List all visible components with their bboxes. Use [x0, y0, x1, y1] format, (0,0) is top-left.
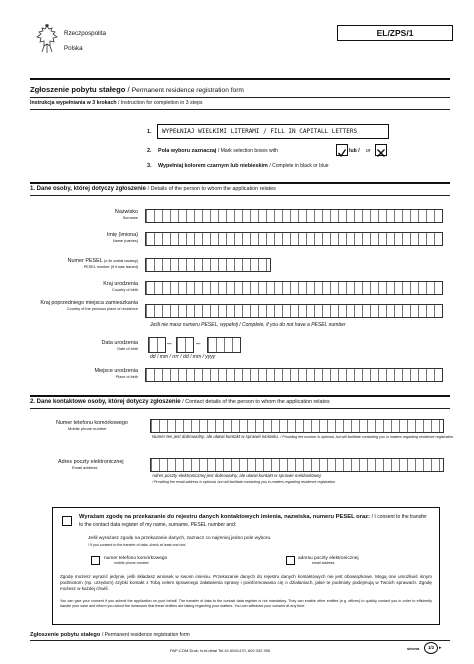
page-label: strona [407, 646, 420, 651]
page-number: 1/2 [427, 645, 435, 650]
dob-year-field[interactable] [207, 337, 241, 353]
cross-example-icon [375, 144, 387, 156]
section1-title-pl: 1. Dane osoby, której dotyczy zgłoszenie [30, 186, 146, 192]
instructions-heading-en: / Instruction for completion in 3 steps [117, 100, 203, 106]
dob-label-en: Date of birth [117, 347, 138, 352]
email-field[interactable] [150, 458, 444, 472]
section2-rule [30, 395, 450, 397]
consent-phone-label [104, 556, 167, 565]
dob-format-hint: dd / mm / rrrr / dd / mm / yyyy [150, 354, 216, 360]
step3-text [158, 163, 329, 169]
email-label-pl: Adres poczty elektronicznej [58, 459, 124, 465]
consent-checkbox[interactable] [62, 516, 72, 526]
country-name-line1: Rzeczpospolita [64, 30, 106, 37]
previous-country-label-en: Country of the previous place of residence [66, 307, 138, 312]
step2-number: 2. [147, 148, 152, 154]
surname-label-en: Surname [122, 216, 138, 221]
instructions-rule [30, 109, 450, 110]
consent-phone-label-en: mobile phone number [114, 561, 149, 565]
step3-pl: Wypełniaj kolorem czarnym lub niebieskim [158, 163, 268, 169]
section2-title-rule [30, 408, 450, 409]
footer-title [30, 632, 190, 638]
dob-dash-2: – [196, 339, 201, 348]
consent-email-checkbox[interactable] [286, 556, 295, 565]
consent-subtitle-pl: Jeśli wyrażasz zgodę na przekazanie danych, zaznacz co najmniej jedno pole wyboru. [88, 536, 272, 541]
pesel-label-pl: Numer PESEL [67, 258, 103, 264]
section2-title [30, 399, 330, 405]
footer-title-en: / Permanent residence registration form [101, 632, 190, 638]
phone-note-pl: Numer ten jest dobrowolny, ale ułatwi kontakt w sprawie wniosku. [152, 434, 280, 439]
birthplace-label-pl: Miejsce urodzenia [94, 368, 138, 374]
page-title [30, 85, 244, 94]
email-note [152, 473, 322, 478]
dob-label-pl: Data urodzenia [101, 340, 138, 346]
dob-month-field[interactable] [176, 337, 194, 353]
birthplace-label [18, 368, 138, 380]
names-field[interactable] [145, 232, 443, 246]
pesel-note: Jeśli nie masz numeru PESEL, wypełnij / Complete, if you do not have a PESEL number [150, 322, 346, 328]
page-number-arrow: ▸ [439, 645, 442, 651]
consent-subtitle-en: / If you consent to the transfer of data, check at least one box. [88, 543, 187, 547]
consent-body-pl: Zgodę możesz wyrazić jedynie, jeśli składasz wniosek w swoim imieniu. Przekazanie danych do rejestru danych kontaktowych nie jest obowiązkowe. Mogą one umożliwić innym podmiotom (np. urzędom) szybki kontakt z Tobą celem sprawnego załatwienia sprawy i poinformowania cię o działaniach, jakie te podmioty podejmują w Twoich sprawach. Zgodę możesz w każdej chwili. [60, 574, 432, 591]
step2-text [158, 148, 278, 154]
step2-pl: Pola wyboru zaznaczaj [158, 148, 217, 154]
pesel-label-pl2: (o ile został nadany) [104, 259, 138, 263]
pesel-field[interactable] [145, 258, 271, 272]
email-label-en: Email address [72, 465, 98, 470]
section1-rule [30, 182, 450, 184]
page-title-sep: / [127, 85, 130, 94]
phone-field[interactable] [150, 419, 444, 433]
phone-label [56, 420, 128, 431]
footer-title-pl: Zgłoszenie pobytu stałego [30, 632, 101, 638]
form-code-box [337, 25, 453, 41]
step1-number: 1. [147, 129, 152, 135]
footer-rule [30, 640, 450, 641]
consent-title-pl: Wyrażam zgodę na przekazanie do rejestru danych kontaktowych imienia, nazwiska, numeru PESEL oraz: [79, 514, 371, 520]
instructions-heading [30, 100, 202, 106]
step3-en: / Complete in black or blue [269, 163, 329, 169]
pesel-label-en: PESEL number (if it was issued) [83, 265, 138, 270]
email-label [58, 459, 124, 470]
dob-dash-1: – [167, 339, 172, 348]
birth-country-field[interactable] [145, 281, 443, 295]
phone-label-en: Mobile phone number [68, 426, 107, 431]
printer-info: PAP-COM Druk: hurt-detal Tel.42-6531470, 609 332 995 [170, 648, 271, 653]
consent-title-en: / I consent to the transfer to the contact data register of my name, surname, PESEL number and: [79, 514, 427, 528]
consent-email-label [298, 556, 359, 565]
page-title-en: Permanent residence registration form [131, 87, 244, 94]
consent-body-en: You can give your consent if you submit the application on your behalf. The transfer of data to the contact data register is not mandatory. They can enable other entities (e.g. offices) to quickly contact you in order to efficiently handle your case and inform you about the measures that these entities are taking regarding your matters. You can withdraw your consent at any time. [60, 599, 432, 608]
page-title-pl: Zgłoszenie pobytu stałego [30, 85, 126, 94]
birthplace-label-en: Place of birth [115, 375, 138, 380]
phone-note-en: / Providing the number is optional, but will facilitate contacting you in matters regarding residence registration [280, 435, 454, 439]
section1-title-rule [30, 195, 450, 196]
previous-country-label-pl: Kraj poprzedniego miejsca zamieszkania [40, 300, 138, 306]
checkmark-example-icon [336, 144, 348, 156]
previous-country-label [22, 300, 138, 312]
previous-country-field[interactable] [145, 304, 443, 318]
consent-email-label-pl: adresu poczty elektronicznej [298, 556, 359, 561]
names-label-en: Name (names) [112, 239, 138, 244]
country-name-line2: Polska [64, 45, 83, 52]
section1-title [30, 186, 276, 192]
names-label [18, 232, 138, 244]
title-rule-bottom [30, 97, 450, 98]
phone-note [152, 434, 453, 439]
consent-subtitle [88, 536, 271, 541]
consent-email-label-en: email address [312, 561, 335, 565]
surname-field[interactable] [145, 209, 443, 223]
surname-label [18, 209, 138, 221]
step2-or: or [366, 148, 371, 154]
page-number-badge [424, 642, 438, 654]
phone-label-pl: Numer telefonu komórkowego [56, 420, 128, 426]
step2-en: / Mark selection boxes with [217, 148, 278, 154]
instructions-heading-pl: Instrukcja wypełniania w 3 krokach [30, 100, 117, 106]
email-note-pl: Adres poczty elektronicznej jest dobrowolny, ale ułatwi kontakt w sprawie meldunkowej. [152, 473, 322, 478]
polish-eagle-emblem [34, 24, 60, 56]
title-rule-top [30, 78, 450, 80]
step2-lub: lub / [349, 148, 360, 154]
surname-label-pl: Nazwisko [114, 209, 138, 215]
consent-phone-label-pl: numer telefonu komórkowego [104, 556, 168, 561]
section2-title-pl: 2. Dane kontaktowe osoby, której dotyczy zgłoszenie [30, 399, 181, 405]
dob-day-field[interactable] [148, 337, 166, 353]
step3-number: 3. [147, 163, 152, 169]
email-note-en: / Providing the email address is optional, but will facilitate contacting you in matters regarding residence registration [152, 480, 336, 484]
dob-label [18, 340, 138, 352]
form-code: EL/ZPS/1 [376, 28, 414, 38]
section2-title-en: / Contact details of the person to whom the application relates [182, 399, 330, 405]
birth-country-label [18, 281, 138, 293]
birth-country-label-en: Country of birth [112, 288, 138, 293]
section1-title-en: / Details of the person to whom the application relates [147, 186, 276, 192]
consent-title [79, 514, 431, 529]
step1-text: WYPEŁNIAJ WIELKIMI LITERAMI / FILL IN CAPITALL LETTERS [162, 128, 358, 135]
names-label-pl: Imię (imiona) [106, 232, 138, 238]
consent-phone-checkbox[interactable] [91, 556, 100, 565]
pesel-label [18, 258, 138, 270]
birth-country-label-pl: Kraj urodzenia [103, 281, 138, 287]
step1-box [157, 124, 389, 139]
birthplace-field[interactable] [145, 368, 443, 382]
